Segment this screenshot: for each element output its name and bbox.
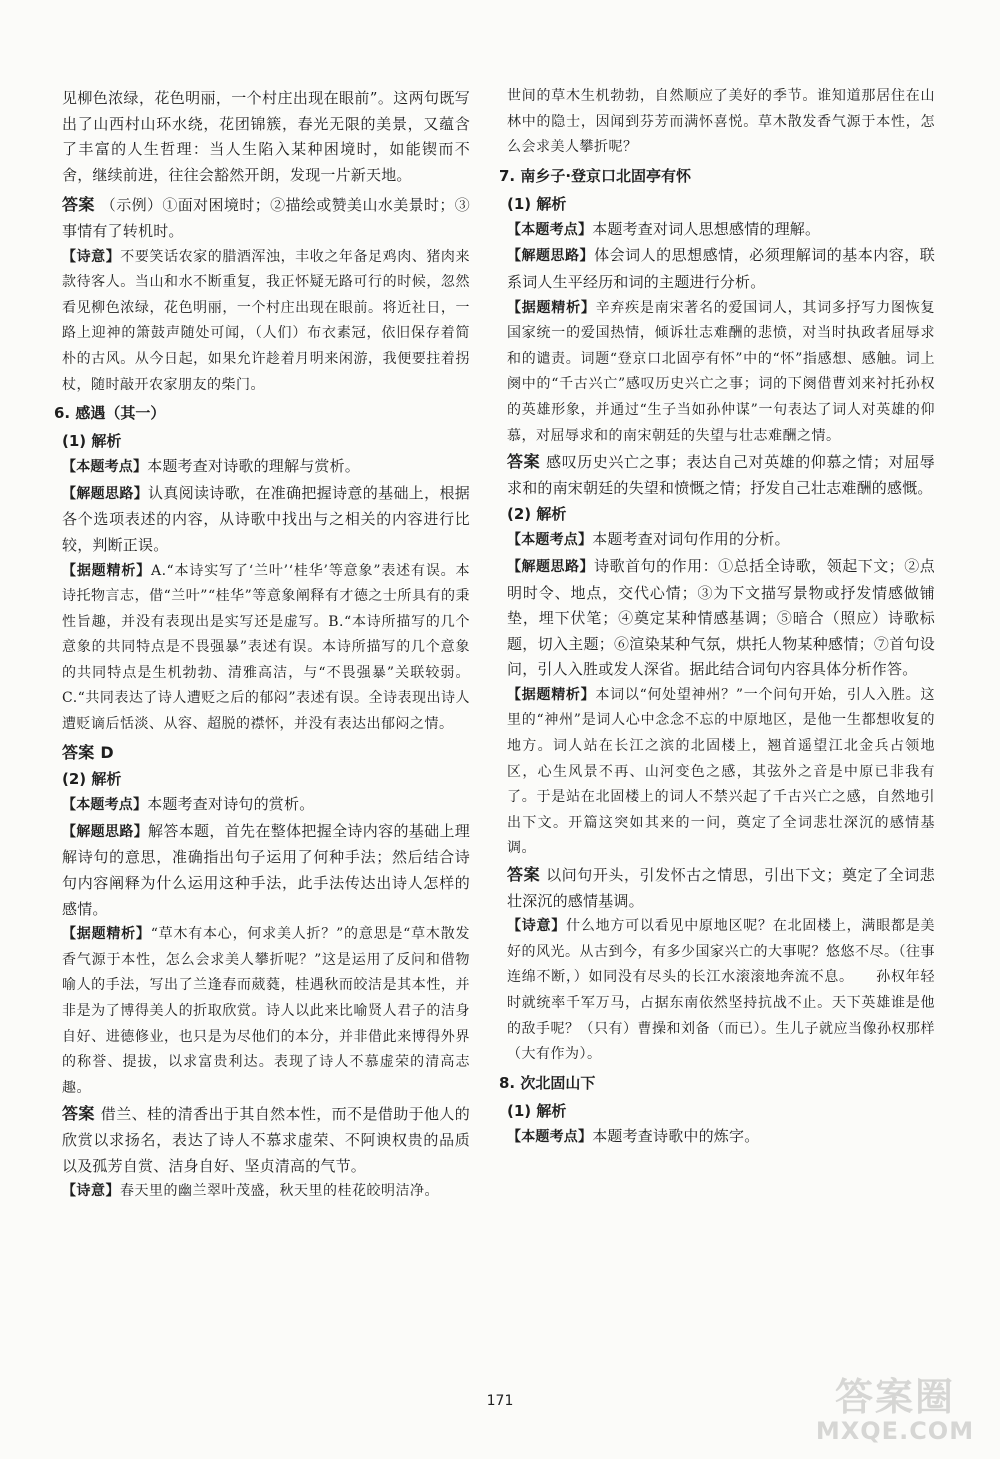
solution-approach: 【解题思路】解答本题，首先在整体把握全诗内容的基础上理解诗句的意思，准确指出句子运用了何种手法；然后结合诗句内容阐释为什么运用这种手法，此手法传达出诗人怎样的感情。 xyxy=(62,821,470,918)
answer-label: 答案 xyxy=(62,195,95,215)
poem-meaning xyxy=(62,245,470,399)
detailed-analysis: 【据题精析】A.“本诗实写了‘兰叶’‘桂华’等意象”表述有误。本诗托物言志，借“兰叶”“桂华”等意象阐释有才德之士所具有的秉性旨趣，并没有表现出是实写还是虚写。B.“本诗所描写的几个意象的共同特点是不畏强暴”表述有误。本诗所描写的几个意象的共同特点是生机勃勃、清雅高洁，与“不畏强暴”关联较弱。C.“共同表达了诗人遭贬之后的郁闷”表述有误。全诗表现出诗人遭贬谪后恬淡、从容、超脱的襟怀，并没有表达出郁闷之情。 xyxy=(62,562,470,733)
page-number: 171 xyxy=(486,1393,514,1409)
exam-point: 【本题考点】本题考查对诗歌的理解与赏析。 xyxy=(62,457,361,476)
exam-point: 【本题考点】本题考查对诗句的赏析。 xyxy=(62,795,315,814)
poem-meaning: 【诗意】什么地方可以看见中原地区呢？在北固楼上，满眼都是美好的风光。从古到今，有多少国家兴亡的大事呢？悠悠不尽。（往事连绵不断，）如同没有尽头的长江水滚滚地奔流不息。 孙权年轻时就统率千军万马，占据东南依然坚持抗战不止。天下英雄谁是他的敌手呢？（只有）曹操和刘备（而已）。生儿子就应当像孙权那样（大有作为）。 xyxy=(507,918,936,1063)
section-heading-6: 6. 感遇（其一） xyxy=(54,404,166,423)
solution-approach: 【解题思路】诗歌首句的作用：①总括全诗歌，领起下文；②点明时令、地点，交代心情；③为下文描写景物或抒发情感做铺垫，埋下伏笔；④奠定某种情感基调；⑤暗合（照应）诗歌标题，切入主题；⑥渲染某种气氛，烘托人物某种感情；⑦首句设问，引人入胜或发人深省。据此结合词句内容具体分析作答。 xyxy=(507,556,936,679)
answer-block xyxy=(62,192,470,244)
detailed-analysis: 【据题精析】“草木有本心，何求美人折？”的意思是“草木散发香气源于本性，怎么会求美人攀折呢？”这是运用了反问和借物喻人的手法，写出了兰逢春而葳蕤，桂遇秋而皎洁是其本性，并非是为了博得美人的折取欣赏。诗人以此来比喻贤人君子的洁身自好、进德修业，也只是为尽他们的本分，并非借此来博得外界的称誉、提拔，以求富贵利达。表现了诗人不慕虚荣的清高志趣。 xyxy=(62,926,470,1096)
subheading: (1) 解析 xyxy=(62,432,122,451)
section-heading-7: 7. 南乡子·登京口北固亭有怀 xyxy=(499,166,692,185)
poem-meaning-text: 不要笑话农家的腊酒浑浊，丰收之年备足鸡肉、猪肉来款待客人。当山和水不断重复，我正怀疑无路可行的时候，忽然看见柳色浓绿，花色明丽，一个村庄出现在眼前。将近社日，一路上迎神的箫鼓声随处可闻，（人们）布衣素冠，依旧保存着简朴的古风。从今日起，如果允许趁着月明来闲游，我便要拄着拐杖，随时敲开农家朋友的柴门。 xyxy=(62,248,470,393)
poem-meaning: 【诗意】春天里的幽兰翠叶茂盛，秋天里的桂花皎明洁净。 xyxy=(62,1183,439,1200)
answer-block: 答案 感叹历史兴亡之事；表达自己对英雄的仰慕之情；对屈辱求和的南宋朝廷的失望和愤慨之情；抒发自己壮志难酬的感慨。 xyxy=(507,452,935,497)
detailed-analysis: 【据题精析】辛弃疾是南宋著名的爱国词人，其词多抒写力图恢复国家统一的爱国热情，倾诉壮志难酬的悲愤，对当时执政者屈辱求和的谴责。词题“登京口北固亭有怀”中的“怀”指感想、感触。词上阕中的“千古兴亡”感叹历史兴亡之事；词的下阕借曹刘来衬托孙权的英雄形象，并通过“生子当如孙仲谋”一句表达了词人对英雄的仰慕，对屈辱求和的南宋朝廷的失望与壮志难酬之情。 xyxy=(507,299,936,444)
subheading: (1) 解析 xyxy=(507,194,567,213)
watermark-logo xyxy=(800,1366,990,1452)
section-heading-8: 8. 次北固山下 xyxy=(499,1073,596,1092)
answer-block: 答案 借兰、桂的清香出于其自然本性，而不是借助于他人的欣赏以求扬名，表达了诗人不慕求虚荣、不阿谀权贵的品质以及孤芳自赏、洁身自好、坚贞清高的气节。 xyxy=(62,1104,470,1175)
subheading: (1) 解析 xyxy=(507,1101,567,1120)
left-column xyxy=(54,86,470,1205)
subheading: (2) 解析 xyxy=(62,770,122,789)
exam-point: 【本题考点】本题考查对词人思想感情的理解。 xyxy=(507,219,821,238)
exam-point: 【本题考点】本题考查诗歌中的炼字。 xyxy=(507,1126,760,1145)
paragraph: 见柳色浓绿，花色明丽，一个村庄出现在眼前”。这两句既写出了山西村山环水绕，花团锦簇，春光无限的美景，又蕴含了丰富的人生哲理：当人生陷入某种困境时，如能锲而不舍，继续前进，往往会豁然开朗，发现一片新天地。 xyxy=(62,89,470,184)
answer-text: （示例）①面对困境时；②描绘或赞美山水美景时；③事情有了转机时。 xyxy=(62,196,470,240)
exam-point: 【本题考点】本题考查对词句作用的分析。 xyxy=(507,530,790,549)
poem-meaning-continued: 世间的草木生机勃勃，自然顺应了美好的季节。谁知道那居住在山林中的隐士，因闻到芬芳而满怀喜悦。草木散发香气源于本性，怎么会求美人攀折呢？ xyxy=(507,88,935,156)
right-column xyxy=(499,84,936,1150)
answer-block: 答案 以问句开头，引发怀古之情思，引出下文；奠定了全词悲壮深沉的感情基调。 xyxy=(507,865,935,910)
poem-meaning-label: 【诗意】 xyxy=(62,248,121,265)
detailed-analysis: 【据题精析】本词以“何处望神州？”一个问句开始，引人入胜。这里的“神州”是词人心中念念不忘的中原地区，是他一生都想收复的地方。词人站在长江之滨的北固楼上，翘首遥望江北金兵占领地区，心生风景不再、山河变色之感，其弦外之音是中原已非我有了。于是站在北固楼上的词人不禁兴起了千古兴亡之感，自然地引出下文。开篇这突如其来的一问，奠定了全词悲壮深沉的感情基调。 xyxy=(507,686,935,857)
answer-block: 答案 D xyxy=(62,742,114,762)
solution-approach: 【解题思路】认真阅读诗歌，在准确把握诗意的基础上，根据各个选项表述的内容，从诗歌中找出与之相关的内容进行比较，判断正误。 xyxy=(62,483,470,554)
subheading: (2) 解析 xyxy=(507,505,567,524)
watermark-url: MXQE.COM xyxy=(815,1417,975,1445)
watermark-text: 答案圈 xyxy=(834,1375,955,1419)
solution-approach: 【解题思路】体会词人的思想感情，必须理解词的基本内容，联系词人生平经历和词的主题进行分析。 xyxy=(507,246,936,291)
